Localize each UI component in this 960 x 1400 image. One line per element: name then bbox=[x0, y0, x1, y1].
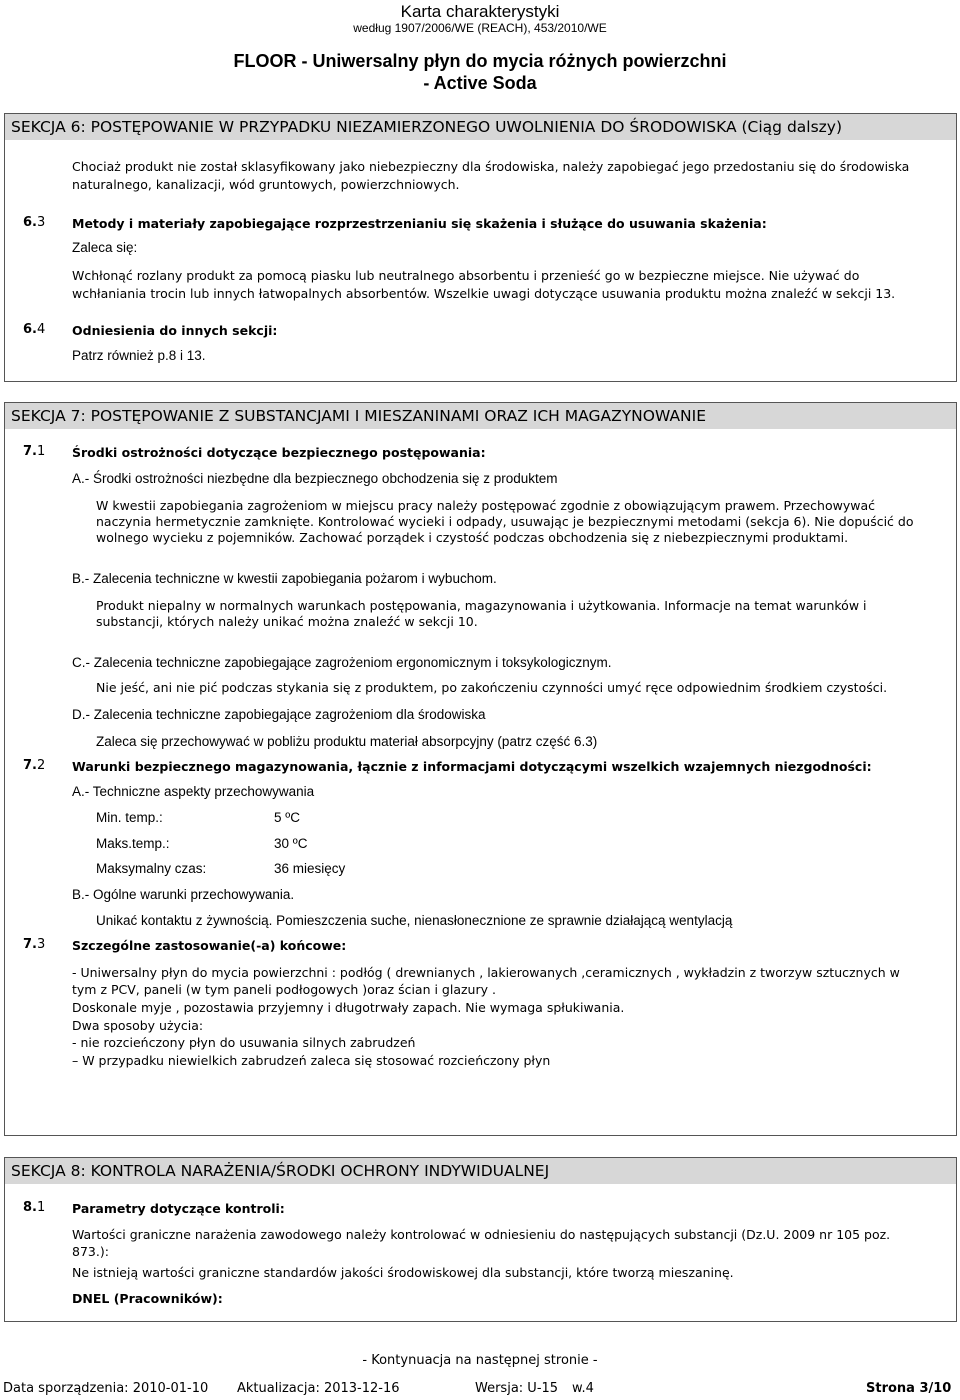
section-7-2-number: 7.2 bbox=[23, 758, 46, 773]
version: Wersja: U-15 bbox=[475, 1381, 559, 1396]
section-7-1-a-line3: wolnego wycieku z pojemników. Zachować porządek i czystość podczas obchodzenia się z niebezpiecznymi produktami. bbox=[96, 530, 849, 545]
section-7-1-a-line2: naczynia hermetycznie zamknięte. Kontrolować wycieki i odpady, usuwając je bezpiecznymi metodami (sekcja 6). Nie dopuścić do bbox=[96, 514, 914, 529]
page-number: Strona 3/10 bbox=[866, 1381, 952, 1396]
storage-row-label: Min. temp.: bbox=[96, 810, 163, 825]
section-6-4-number: 6.4 bbox=[23, 322, 46, 337]
section-7-1-a-line1: W kwestii zapobiegania zagrożeniom w miejscu pracy należy postępować zgodnie z obowiązującym prawem. Przechowywać bbox=[96, 498, 875, 513]
section-6-4-title: Odniesienia do innych sekcji: bbox=[72, 323, 278, 338]
section-7-3-line: – W przypadku niewielkich zabrudzeń zaleca się stosować rozcieńczony płyn bbox=[72, 1053, 551, 1068]
section-7-1-title: Środki ostrożności dotyczące bezpiecznego postępowania: bbox=[72, 445, 486, 460]
section-6-3-number: 6.3 bbox=[23, 215, 46, 230]
section-7-1-c-title: C.- Zalecenia techniczne zapobiegające zagrożeniom ergonomicznym i toksykologicznym. bbox=[72, 655, 612, 670]
continuation-note: - Kontynuacja na następnej stronie - bbox=[362, 1353, 598, 1368]
update-date: Aktualizacja: 2013-12-16 bbox=[237, 1381, 400, 1396]
section-6-3-line1: Wchłonąć rozlany produkt za pomocą piasku lub neutralnego absorbentu i przenieść go w bezpieczne miejsce. Nie używać do bbox=[72, 268, 860, 283]
section-7-3-line: Doskonale myje , pozostawia przyjemny i długotrwały zapach. Nie wymaga spłukiwania. bbox=[72, 1000, 625, 1015]
section-6-3-line2: wchłaniania trocin lub innych łatwopalnych absorbentów. Wszelkie uwagi dotyczące usuwania produktu można znaleźć w sekcji 13. bbox=[72, 286, 896, 301]
section-7-1-d-line1: Zaleca się przechowywać w pobliżu produktu materiał absorpcyjny (patrz część 6.3) bbox=[96, 734, 598, 749]
section-7-3-line: - Uniwersalny płyn do mycia powierzchni : podłóg ( drewnianych , lakierowanych ,ceramicznych , wykładzin z tworzyw sztucznych w bbox=[72, 965, 900, 980]
section-7-3-line: Dwa sposoby użycia: bbox=[72, 1018, 204, 1033]
section6-intro-line2: naturalnego, kanalizacji, wód gruntowych, powierzchniowych. bbox=[72, 177, 460, 192]
date-prepared: Data sporządzenia: 2010-01-10 bbox=[3, 1381, 209, 1396]
section-7-3-line: - nie rozcieńczony płyn do usuwania silnych zabrudzeń bbox=[72, 1035, 416, 1050]
section-7-3-title: Szczególne zastosowanie(-a) końcowe: bbox=[72, 938, 347, 953]
section-7-1-b-line1: Produkt niepalny w normalnych warunkach postępowania, magazynowania i użytkowania. Informacje na temat warunków i bbox=[96, 598, 867, 613]
section-6-3-title: Metody i materiały zapobiegające rozprzestrzenianiu się skażenia i służące do usuwania skażenia: bbox=[72, 216, 767, 231]
section-6-4-text: Patrz również p.8 i 13. bbox=[72, 348, 206, 363]
section6-header: SEKCJA 6: POSTĘPOWANIE W PRZYPADKU NIEZAMIERZONEGO UWOLNIENIA DO ŚRODOWISKA (Ciąg dalszy) bbox=[5, 114, 956, 140]
section-8-1-title: Parametry dotyczące kontroli: bbox=[72, 1201, 285, 1216]
product-title bbox=[0, 50, 960, 94]
product-title-line1: FLOOR - Uniwersalny płyn do mycia różnych powierzchni bbox=[233, 51, 727, 71]
section-7-2-a-title: A.- Techniczne aspekty przechowywania bbox=[72, 784, 315, 799]
section6-intro-line1: Chociaż produkt nie został sklasyfikowany jako niebezpieczny dla środowiska, należy zapobiegać jego przedostaniu się do środowiska bbox=[72, 159, 910, 174]
section-7-1-d-title: D.- Zalecenia techniczne zapobiegające zagrożeniom dla środowiska bbox=[72, 707, 486, 722]
section-7-1-b-title: B.- Zalecenia techniczne w kwestii zapobiegania pożarom i wybuchom. bbox=[72, 571, 497, 586]
section-7-2-title: Warunki bezpiecznego magazynowania, łącznie z informacjami dotyczącymi wszelkich wzajemnych niezgodności: bbox=[72, 759, 872, 774]
section6-box bbox=[4, 113, 957, 382]
section7-header: SEKCJA 7: POSTĘPOWANIE Z SUBSTANCJAMI I MIESZANINAMI ORAZ ICH MAGAZYNOWANIE bbox=[5, 403, 956, 429]
revision: w.4 bbox=[572, 1381, 594, 1396]
storage-row-value: 5 ºC bbox=[274, 810, 300, 825]
document-type: Karta charakterystyki bbox=[400, 2, 560, 21]
storage-row-value: 36 miesięcy bbox=[274, 861, 346, 876]
section-7-1-a-title: A.- Środki ostrożności niezbędne dla bezpiecznego obchodzenia się z produktem bbox=[72, 471, 558, 486]
section-7-3-line: tym z PCV, paneli (w tym paneli podłogowych )oraz ścian i glazury . bbox=[72, 982, 496, 997]
section-7-1-b-line2: substancji, których należy unikać można znaleźć w sekcji 10. bbox=[96, 614, 478, 629]
section-7-2-b-line1: Unikać kontaktu z żywnością. Pomieszczenia suche, nienasłonecznione ze sprawnie działającą wentylacją bbox=[96, 913, 733, 928]
storage-row-label: Maks.temp.: bbox=[96, 836, 170, 851]
product-title-line2: - Active Soda bbox=[423, 73, 537, 93]
section-7-1-c-line1: Nie jeść, ani nie pić podczas stykania się z produktem, po zakończeniu czynności umyć ręce odpowiednim środkiem czystości. bbox=[96, 680, 888, 695]
section-7-1-number: 7.1 bbox=[23, 444, 46, 459]
section-7-3-number: 7.3 bbox=[23, 937, 46, 952]
section-7-2-b-title: B.- Ogólne warunki przechowywania. bbox=[72, 887, 295, 902]
section-8-1-line3: Ne istnieją wartości graniczne standardów jakości środowiskowej dla substancji, które tworzą mieszaninę. bbox=[72, 1265, 734, 1280]
section-8-1-number: 8.1 bbox=[23, 1200, 46, 1215]
section-8-1-line2: 873.): bbox=[72, 1244, 109, 1259]
section-8-1-line1: Wartości graniczne narażenia zawodowego należy kontrolować w odniesieniu do następujących substancji (Dz.U. 2009 nr 105 poz. bbox=[72, 1227, 891, 1242]
dnel-heading: DNEL (Pracowników): bbox=[72, 1291, 223, 1306]
regulation-reference: według 1907/2006/WE (REACH), 453/2010/WE bbox=[353, 21, 607, 35]
storage-row-label: Maksymalny czas: bbox=[96, 861, 207, 876]
storage-row-value: 30 ºC bbox=[274, 836, 308, 851]
section8-header: SEKCJA 8: KONTROLA NARAŻENIA/ŚRODKI OCHRONY INDYWIDUALNEJ bbox=[5, 1158, 956, 1184]
section-6-3-recommend: Zaleca się: bbox=[72, 240, 138, 255]
